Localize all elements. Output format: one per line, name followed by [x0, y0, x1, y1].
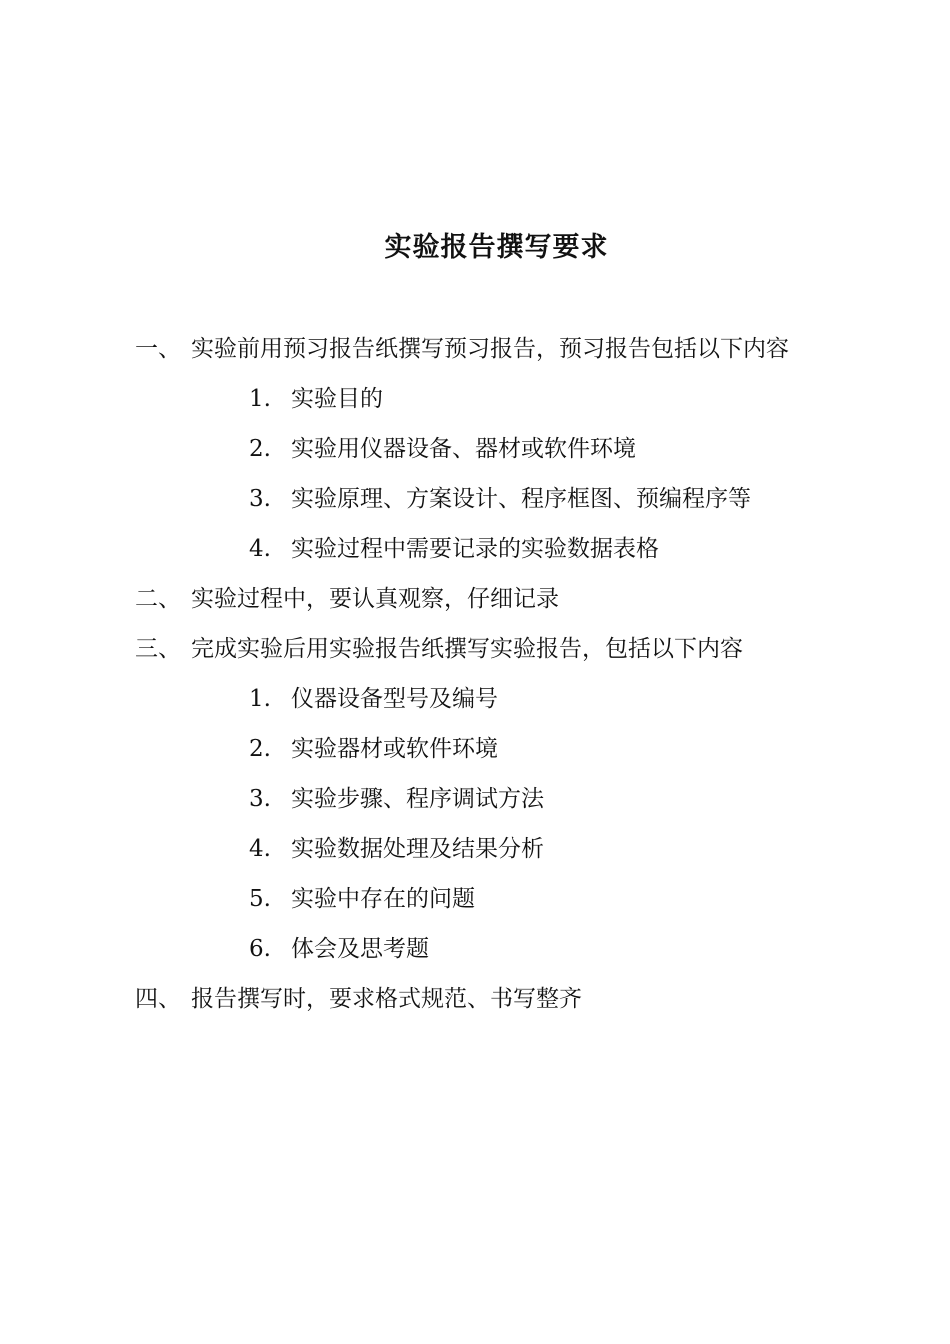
item-number: 5. — [249, 886, 271, 912]
section-heading — [0, 574, 950, 624]
item-text: 实验目的 — [291, 386, 383, 412]
item-number: 4. — [249, 536, 271, 562]
item-text: 体会及思考题 — [291, 936, 429, 962]
list-item — [0, 474, 950, 524]
section-heading — [0, 324, 950, 374]
item-number: 6. — [249, 936, 271, 962]
section-number: 四、 — [135, 986, 181, 1012]
page-title: 实验报告撰写要求 — [384, 232, 609, 263]
item-text: 实验器材或软件环境 — [291, 736, 498, 762]
section-heading — [0, 624, 950, 674]
list-item — [0, 424, 950, 474]
list-item — [0, 674, 950, 724]
section-number: 二、 — [135, 586, 181, 612]
item-text: 实验数据处理及结果分析 — [291, 836, 544, 862]
section-text: 完成实验后用实验报告纸撰写实验报告，包括以下内容 — [191, 636, 743, 662]
item-number: 2. — [249, 436, 271, 462]
item-number: 4. — [249, 836, 271, 862]
item-number: 1. — [249, 686, 271, 712]
item-text: 实验步骤、程序调试方法 — [291, 786, 544, 812]
list-item — [0, 724, 950, 774]
item-number: 1. — [249, 386, 271, 412]
section-number: 三、 — [135, 636, 181, 662]
list-item — [0, 874, 950, 924]
section-text: 报告撰写时，要求格式规范、书写整齐 — [191, 986, 582, 1012]
item-text: 实验用仪器设备、器材或软件环境 — [291, 436, 636, 462]
list-item — [0, 924, 950, 974]
list-item — [0, 774, 950, 824]
list-item — [0, 524, 950, 574]
item-number: 3. — [249, 486, 271, 512]
item-text: 实验原理、方案设计、程序框图、预编程序等 — [291, 486, 751, 512]
item-text: 实验过程中需要记录的实验数据表格 — [291, 536, 659, 562]
list-item — [0, 824, 950, 874]
item-text: 仪器设备型号及编号 — [291, 686, 498, 712]
section-number: 一、 — [135, 336, 181, 362]
section-text: 实验前用预习报告纸撰写预习报告，预习报告包括以下内容 — [191, 336, 789, 362]
list-item — [0, 374, 950, 424]
item-number: 3. — [249, 786, 271, 812]
requirements-list — [0, 324, 950, 1024]
section-text: 实验过程中，要认真观察，仔细记录 — [191, 586, 559, 612]
section-heading — [0, 974, 950, 1024]
item-number: 2. — [249, 736, 271, 762]
item-text: 实验中存在的问题 — [291, 886, 475, 912]
